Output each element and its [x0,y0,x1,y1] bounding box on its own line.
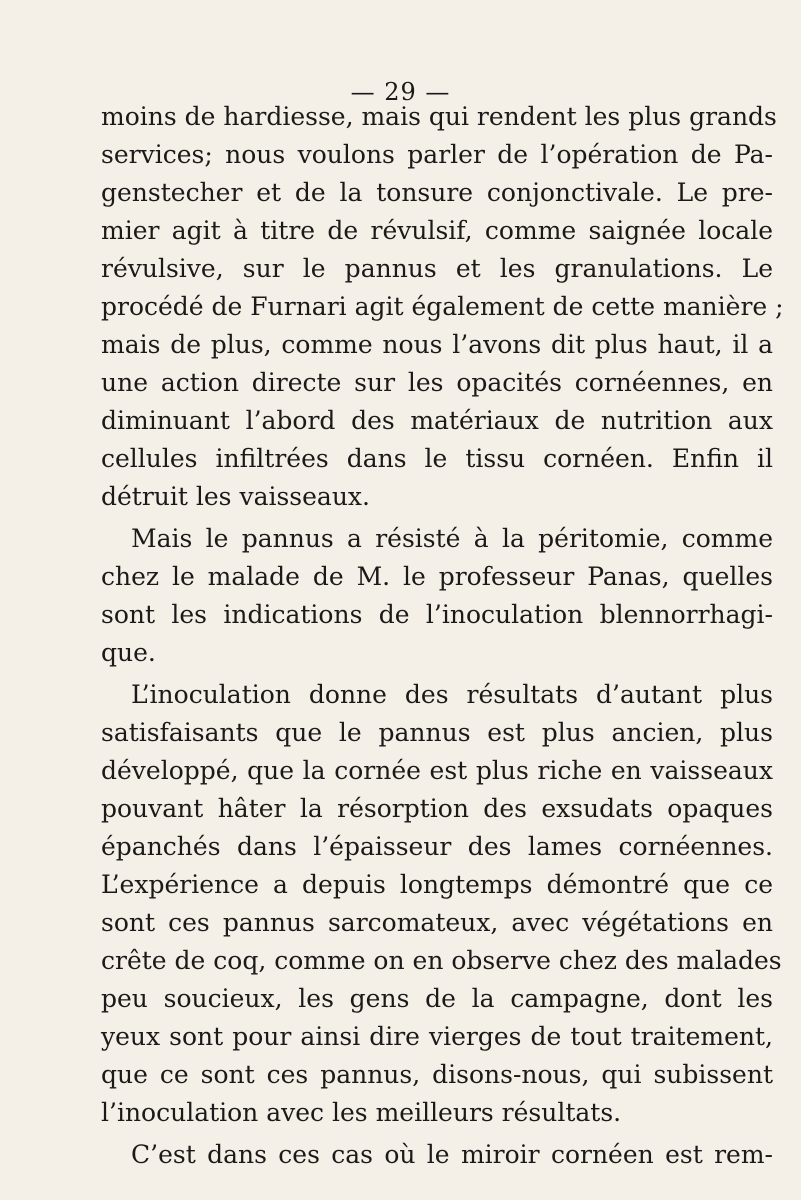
text-line: genstecher et de la tonsure conjonctivale. Le pre- [101,178,773,207]
paragraph [101,98,784,516]
text-line: moins de hardiesse, mais qui rendent les plus grands [101,102,777,131]
text-line: L’inoculation donne des résultats d’autant plus [131,680,773,709]
paragraph [101,1136,773,1174]
text-line: diminuant l’abord des matériaux de nutrition aux [101,406,773,435]
text-line: que ce sont ces pannus, disons-nous, qui subissent [101,1060,773,1089]
text-line: yeux sont pour ainsi dire vierges de tout traitement, [101,1022,773,1051]
text-line: pouvant hâter la résorption des exsudats opaques [101,794,773,823]
text-line: L’expérience a depuis longtemps démontré que ce [101,870,773,899]
text-line: sont ces pannus sarcomateux, avec végétations en [101,908,773,937]
text-line: services; nous voulons parler de l’opération de Pa- [101,140,773,169]
text-line: procédé de Furnari agit également de cette manière ; [101,292,784,321]
text-line: crête de coq, comme on en observe chez des malades [101,946,782,975]
paragraph [101,676,782,1132]
text-line: mier agit à titre de révulsif, comme saignée locale [101,216,773,245]
text-line: cellules infiltrées dans le tissu cornéen. Enfin il [101,444,773,473]
text-line: l’inoculation avec les meilleurs résultats. [101,1098,622,1127]
text-line: chez le malade de M. le professeur Panas, quelles [101,562,773,591]
text-line: détruit les vaisseaux. [101,482,370,511]
text-line: que. [101,638,156,667]
text-line: développé, que la cornée est plus riche en vaisseaux [101,756,773,785]
body-text [101,98,784,1174]
text-line: peu soucieux, les gens de la campagne, dont les [101,984,773,1013]
text-line: mais de plus, comme nous l’avons dit plus haut, il a [101,330,773,359]
text-line: une action directe sur les opacités cornéennes, en [101,368,773,397]
page-number: — 29 — [350,78,451,106]
text-line: C’est dans ces cas où le miroir cornéen est rem- [131,1140,773,1169]
text-line: sont les indications de l’inoculation blennorrhagi- [101,600,773,629]
text-line: révulsive, sur le pannus et les granulations. Le [101,254,773,283]
text-line: satisfaisants que le pannus est plus ancien, plus [101,718,773,747]
text-line: Mais le pannus a résisté à la péritomie, comme [131,524,773,553]
text-line: épanchés dans l’épaisseur des lames cornéennes. [101,832,773,861]
paragraph [101,520,773,672]
